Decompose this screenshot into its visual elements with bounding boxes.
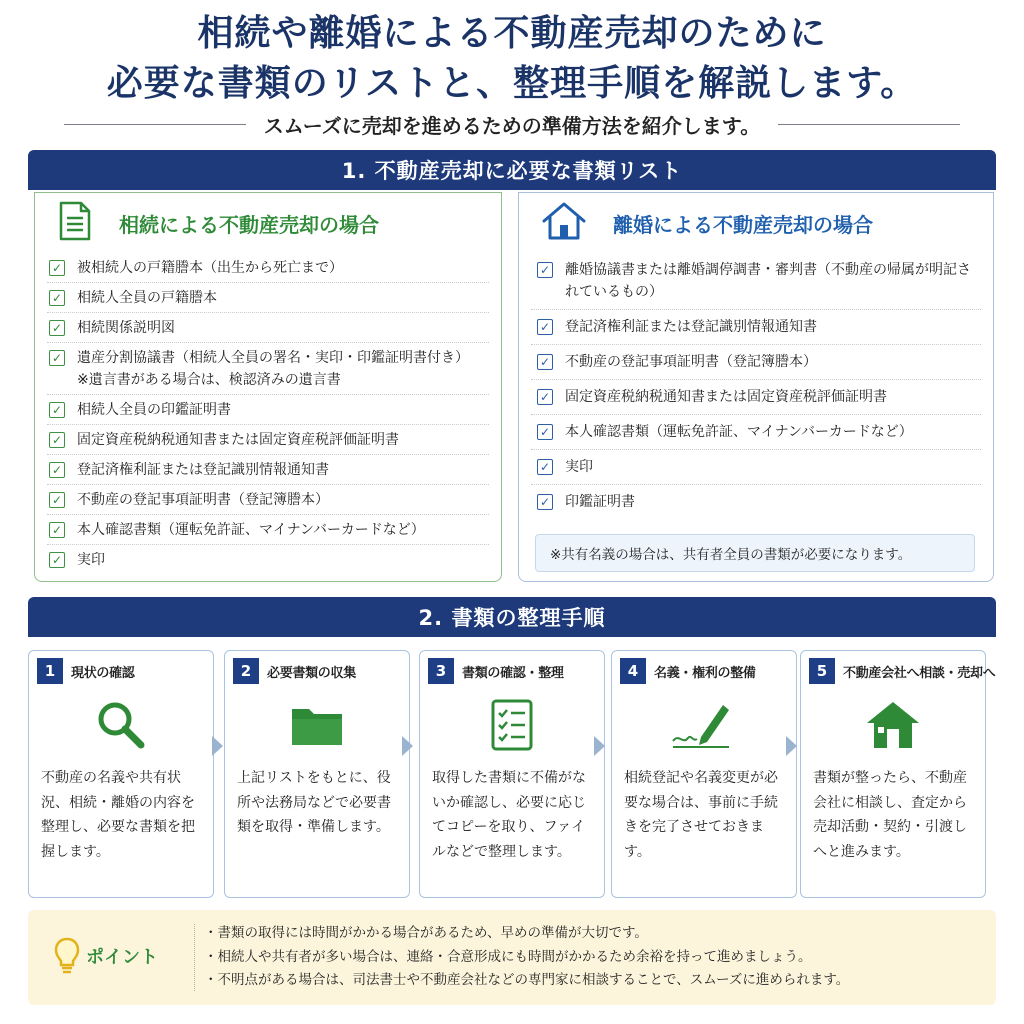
- checkbox-icon: ✓: [49, 260, 65, 276]
- checklist-item: [531, 345, 981, 380]
- arrow-right-icon: [402, 736, 413, 756]
- checkbox-icon: ✓: [537, 494, 553, 510]
- checkbox-icon: ✓: [49, 320, 65, 336]
- checklist-item-text: [565, 351, 817, 373]
- procedure-step: [224, 650, 410, 898]
- checklist-item-label: 相続人全員の印鑑証明書: [77, 402, 231, 418]
- checklist-item-label: 相続人全員の戸籍謄本: [77, 290, 217, 306]
- step-description: 相続登記や名義変更が必要な場合は、事前に手続きを完了させておきます。: [624, 770, 778, 860]
- checklist-item-text: [565, 386, 887, 408]
- step-title: 現状の確認: [71, 665, 135, 681]
- step-title: 不動産会社へ相談・売却へ: [843, 665, 996, 681]
- checklist-item: [47, 455, 489, 485]
- document-icon: [57, 201, 93, 245]
- checkbox-icon: ✓: [49, 552, 65, 568]
- checkbox-icon: ✓: [537, 459, 553, 475]
- step-number: 3: [428, 658, 454, 684]
- section2-header: 2. 書類の整理手順: [28, 597, 996, 637]
- checklist-item-label: 印鑑証明書: [565, 494, 635, 510]
- checklist-item-text: [77, 519, 425, 541]
- checklist-item-text: [565, 456, 593, 478]
- checklist-item-text: [565, 421, 913, 443]
- page-title: [0, 8, 1024, 108]
- house-icon: [541, 201, 587, 245]
- checklist-item: [47, 485, 489, 515]
- page-subtitle: スムーズに売却を進めるための準備方法を紹介します。: [263, 113, 761, 138]
- checkbox-icon: ✓: [49, 402, 65, 418]
- checklist-item-text: [77, 549, 105, 571]
- divorce-list: [519, 253, 993, 520]
- point-item: ・ 相続人や共有者が多い場合は、連絡・合意形成にも時間がかかるため余裕を持って進めましょう。: [204, 946, 990, 970]
- co-ownership-note: ※共有名義の場合は、共有者全員の書類が必要になります。: [535, 534, 975, 572]
- checklist-item-label: 実印: [77, 552, 105, 568]
- checklist-item: [47, 283, 489, 313]
- inheritance-panel-title: 相続による不動産売却の場合: [119, 212, 379, 237]
- inheritance-panel: [34, 192, 502, 582]
- procedure-steps: [28, 650, 996, 898]
- page-title-line2: 必要な書類のリストと、整理手順を解説します。: [106, 62, 918, 104]
- step-number: 1: [37, 658, 63, 684]
- checklist-item-label: 本人確認書類（運転免許証、マイナンバーカードなど）: [565, 424, 913, 440]
- checkbox-icon: ✓: [49, 290, 65, 306]
- checklist-item: [47, 395, 489, 425]
- checklist-item-text: [77, 429, 399, 451]
- checklist-item-label: 不動産の登記事項証明書（登記簿謄本）: [77, 492, 329, 508]
- checklist-item-label: 実印: [565, 459, 593, 475]
- checklist-item-text: [565, 316, 817, 338]
- subtitle-rule-right: [778, 124, 960, 125]
- checkbox-icon: ✓: [49, 522, 65, 538]
- arrow-right-icon: [212, 736, 223, 756]
- checklist-item: [47, 253, 489, 283]
- procedure-step: [611, 650, 797, 898]
- page-title-line1: 相続や離婚による不動産売却のために: [197, 12, 827, 54]
- checklist-item-label: 相続関係説明図: [77, 320, 175, 336]
- checklist-item-label: 本人確認書類（運転免許証、マイナンバーカードなど）: [77, 522, 425, 538]
- checkbox-icon: ✓: [49, 462, 65, 478]
- checklist-item-text: [77, 489, 329, 511]
- house-icon: [801, 693, 985, 757]
- checklist-item: [531, 415, 981, 450]
- checklist-item-label: 登記済権利証または登記識別情報通知書: [77, 462, 329, 478]
- checklist-item: [531, 380, 981, 415]
- point-item: ・ 書類の取得には時間がかかる場合があるため、早めの準備が大切です。: [204, 922, 990, 946]
- point-item: ・ 不明点がある場合は、司法書士や不動産会社などの専門家に相談することで、スムーズに進められます。: [204, 969, 990, 993]
- checklist-item: [47, 515, 489, 545]
- section1-header: 1. 不動産売却に必要な書類リスト: [28, 150, 996, 190]
- inheritance-panel-header: [35, 193, 501, 253]
- step-number: 2: [233, 658, 259, 684]
- subtitle-rule-left: [64, 124, 246, 125]
- folder-icon: [225, 693, 409, 757]
- step-description: 上記リストをもとに、役所や法務局などで必要書類を取得・準備します。: [237, 770, 391, 835]
- step-title: 名義・権利の整備: [654, 665, 756, 681]
- step-number: 4: [620, 658, 646, 684]
- checklist-item: [47, 545, 489, 575]
- subtitle-row: [64, 110, 960, 138]
- divorce-panel-title: 離婚による不動産売却の場合: [613, 212, 873, 237]
- checkbox-icon: ✓: [537, 262, 553, 278]
- checklist-item-label: 不動産の登記事項証明書（登記簿謄本）: [565, 354, 817, 370]
- checklist-item-text: [565, 491, 635, 513]
- point-divider: [194, 924, 195, 991]
- point-label: ポイント: [86, 947, 158, 968]
- procedure-step: [800, 650, 996, 898]
- checkbox-icon: ✓: [49, 492, 65, 508]
- checkbox-icon: ✓: [537, 424, 553, 440]
- checklist-item-text: [565, 259, 981, 303]
- checklist-item: [47, 343, 489, 395]
- checklist-icon: [420, 693, 604, 757]
- checkbox-icon: ✓: [49, 350, 65, 366]
- checklist-item: [531, 310, 981, 345]
- checklist-item: [47, 313, 489, 343]
- pen-signature-icon: [612, 693, 796, 757]
- arrow-right-icon: [786, 736, 797, 756]
- divorce-panel: [518, 192, 994, 582]
- checklist-item-text: [77, 347, 469, 391]
- procedure-step: [419, 650, 605, 898]
- checklist-item-label: 離婚協議書または離婚調停調書・審判書（不動産の帰属が明記されているもの）: [565, 262, 971, 300]
- inheritance-list: [35, 253, 501, 575]
- divorce-panel-header: [519, 193, 993, 253]
- checklist-item-label: 登記済権利証または登記識別情報通知書: [565, 319, 817, 335]
- checklist-item: [531, 253, 981, 310]
- checklist-item-text: [77, 317, 175, 339]
- step-description: 書類が整ったら、不動産会社に相談し、査定から売却活動・契約・引渡しへと進みます。: [813, 770, 967, 860]
- arrow-right-icon: [594, 736, 605, 756]
- checklist-item-label: 被相続人の戸籍謄本（出生から死亡まで）: [77, 260, 343, 276]
- checklist-item-note: ※遺言書がある場合は、検認済みの遺言書: [77, 372, 341, 388]
- step-number: 5: [809, 658, 835, 684]
- point-list: [204, 922, 990, 993]
- checklist-item-text: [77, 257, 343, 279]
- checklist-item-label: 遺産分割協議書（相続人全員の署名・実印・印鑑証明書付き）: [77, 350, 469, 366]
- checklist-item: [531, 485, 981, 520]
- checklist-item: [531, 450, 981, 485]
- checkbox-icon: ✓: [537, 354, 553, 370]
- checklist-item-text: [77, 287, 217, 309]
- step-description: 取得した書類に不備がないか確認し、必要に応じてコピーを取り、ファイルなどで整理します。: [432, 770, 586, 860]
- step-title: 書類の確認・整理: [462, 665, 564, 681]
- step-title: 必要書類の収集: [267, 665, 356, 681]
- checklist-item-label: 固定資産税納税通知書または固定資産税評価証明書: [77, 432, 399, 448]
- checkbox-icon: ✓: [49, 432, 65, 448]
- lightbulb-icon: [54, 937, 80, 979]
- checkbox-icon: ✓: [537, 319, 553, 335]
- magnifier-icon: [29, 693, 213, 757]
- procedure-step: [28, 650, 214, 898]
- checklist-item: [47, 425, 489, 455]
- checklist-item-text: [77, 459, 329, 481]
- checkbox-icon: ✓: [537, 389, 553, 405]
- checklist-item-label: 固定資産税納税通知書または固定資産税評価証明書: [565, 389, 887, 405]
- step-description: 不動産の名義や共有状況、相続・離婚の内容を整理し、必要な書類を把握します。: [41, 770, 195, 860]
- point-box: [28, 910, 996, 1005]
- checklist-item-text: [77, 399, 231, 421]
